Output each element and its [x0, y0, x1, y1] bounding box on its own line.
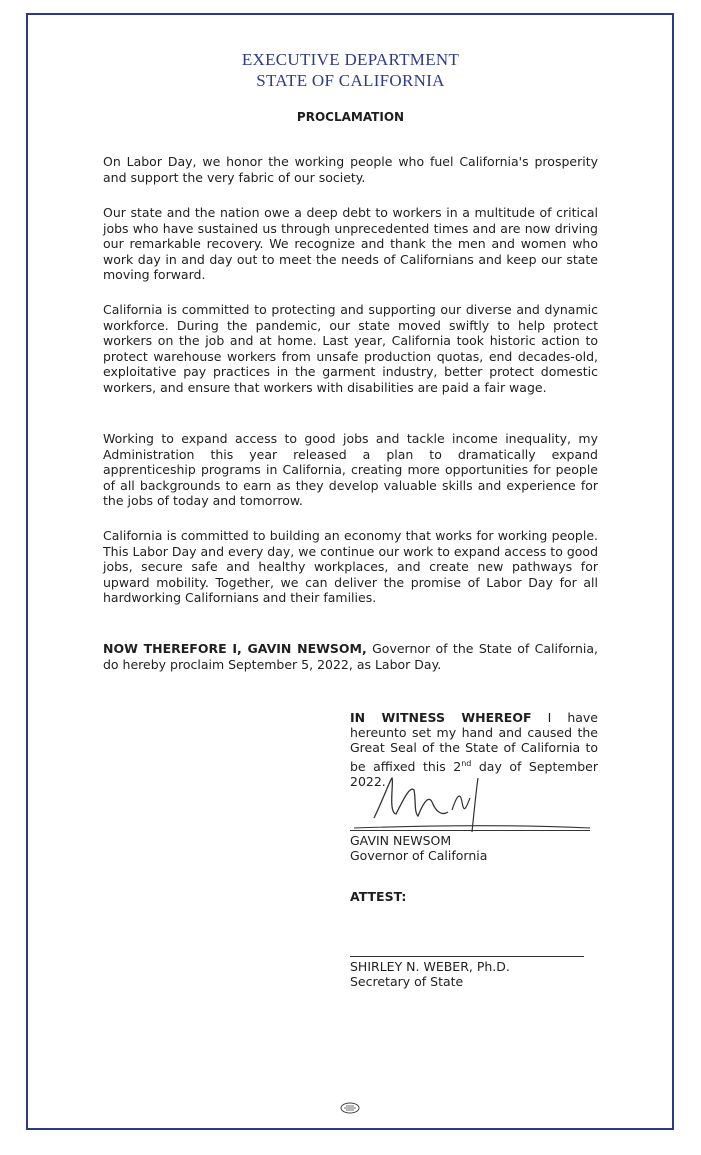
witness-text-2: day of September 2022. [350, 758, 598, 789]
header-executive-department: EXECUTIVE DEPARTMENT [241, 50, 460, 69]
proclamation-title: PROCLAMATION [296, 110, 405, 124]
secretary-name: SHIRLEY N. WEBER, Ph.D. [350, 959, 510, 974]
header-state-of-california: STATE OF CALIFORNIA [256, 71, 445, 90]
witness-lead: IN WITNESS WHEREOF [350, 710, 532, 725]
union-bug-icon [340, 1102, 360, 1114]
governor-name: GAVIN NEWSOM [350, 833, 452, 848]
proclamation-statement [103, 641, 598, 672]
secretary-title: Secretary of State [350, 974, 464, 989]
secretary-signature-line [350, 956, 584, 957]
governor-title: Governor of California [350, 848, 488, 863]
paragraph-4: Working to expand access to good jobs and tackle income inequality, my Administration this year released a plan to dramatically expand apprenticeship programs in California, creating more opportunities for people of all backgrounds to earn as they develop valuable skills and experience for the jobs of today and tomorrow. [103, 431, 598, 509]
proclamation-text: Governor of the State of California, do hereby proclaim September 5, 2022, as Labor Day. [103, 641, 599, 672]
governor-signature-line [350, 830, 590, 831]
paragraph-1: On Labor Day, we honor the working people who fuel California's prosperity and support the very fabric of our society. [103, 154, 598, 185]
attest-label: ATTEST: [350, 889, 407, 904]
witness-text-1: I have hereunto set my hand and caused the Great Seal of the State of California to be affixed this 2 [350, 710, 598, 774]
paragraph-5: California is committed to building an economy that works for working people. This Labor Day and every day, we continue our work to expand access to good jobs, secure safe and healthy workplaces, and create new pathways for upward mobility. Together, we can deliver the promise of Labor Day for all hardworking Californians and their families. [103, 528, 598, 606]
paragraph-3: California is committed to protecting and supporting our diverse and dynamic workforce. During the pandemic, our state moved swiftly to help protect workers on the job and at home. Last year, California took historic action to protect warehouse workers from unsafe production quotas, end decades-old, exploitative pay practices in the garment industry, better protect domestic workers, and ensure that workers with disabilities are paid a fair wage. [103, 302, 598, 395]
governor-signature [352, 772, 592, 842]
proclamation-lead: NOW THEREFORE I, GAVIN NEWSOM, [103, 641, 367, 656]
witness-ordinal: nd [461, 758, 472, 768]
paragraph-2: Our state and the nation owe a deep debt to workers in a multitude of critical jobs who have sustained us through unprecedented times and are now driving our remarkable recovery. We recognize and thank the men and women who work day in and day out to meet the needs of Californians and keep our state moving forward. [103, 205, 598, 283]
